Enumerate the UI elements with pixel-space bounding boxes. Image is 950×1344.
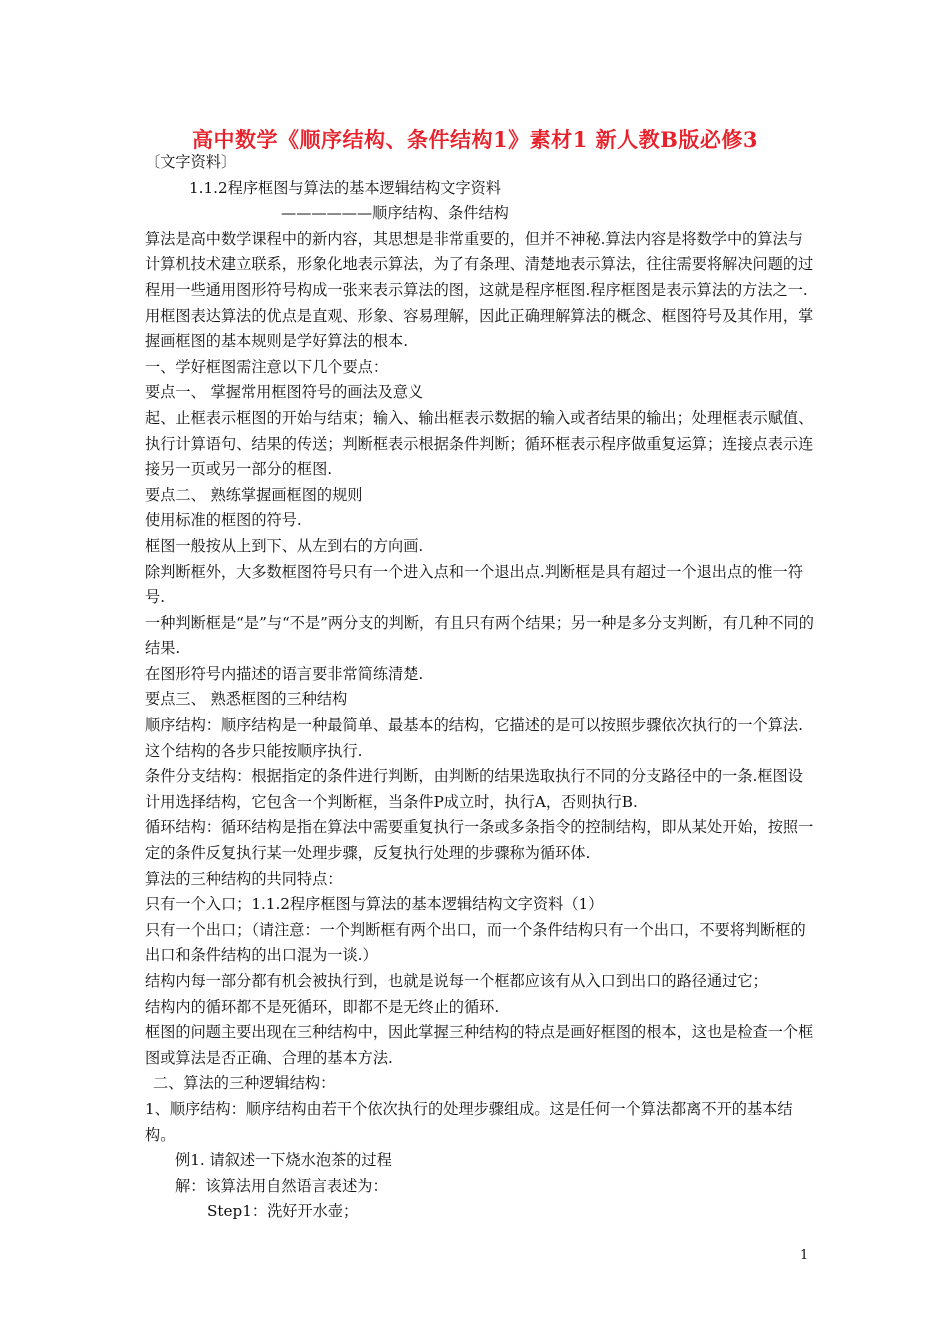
- subtitle: 1.1.2程序框图与算法的基本逻辑结构文字资料: [189, 178, 502, 197]
- page-number: 1: [800, 1248, 809, 1263]
- paragraph: 结构内的循环都不是死循环，即都不是无终止的循环.: [145, 997, 500, 1016]
- step-line: Step1：洗好开水壶；: [207, 1202, 359, 1221]
- example-heading: 例1. 请叙述一下烧水泡茶的过程: [175, 1151, 392, 1170]
- paragraph: 条件分支结构：根据指定的条件进行判断，由判断的结果选取执行不同的分支路径中的一条.框图设计用选择结构，它包含一个判断框，当条件P成立时，执行A，否则执行B.: [145, 767, 803, 811]
- key-point: 要点二、 熟练掌握画框图的规则: [145, 485, 363, 504]
- paragraph: 1、顺序结构：顺序结构由若干个依次执行的处理步骤组成。这是任何一个算法都离不开的基本结构。: [145, 1099, 793, 1144]
- paragraph: 只有一个出口；（请注意：一个判断框有两个出口，而一个条件结构只有一个出口，不要将判断框的出口和条件结构的出口混为一谈.）: [145, 920, 806, 965]
- paragraph: 一种判断框是“是”与“不是”两分支的判断，有且只有两个结果；另一种是多分支判断，有几种不同的结果.: [145, 613, 814, 658]
- paragraph: 只有一个入口；1.1.2程序框图与算法的基本逻辑结构文字资料（1）: [145, 895, 604, 914]
- key-point: 要点一、 掌握常用框图符号的画法及意义: [145, 383, 424, 402]
- paragraph: 使用标准的框图的符号.: [145, 511, 302, 530]
- paragraph: 结构内每一部分都有机会被执行到，也就是说每一个框都应该有从入口到出口的路径通过它；: [145, 972, 768, 990]
- subtitle-2: ——————顺序结构、条件结构: [281, 204, 509, 223]
- paragraph: 框图一般按从上到下、从左到右的方向画.: [145, 536, 424, 555]
- header-tag: 〔文字资料〕: [145, 153, 237, 171]
- document-body: [145, 150, 815, 1225]
- paragraph: 在图形符号内描述的语言要非常简练清楚.: [145, 664, 424, 683]
- paragraph: 循环结构：循环结构是指在算法中需要重复执行一条或多条指令的控制结构，即从某处开始，按照一定的条件反复执行某一处理步骤，反复执行处理的步骤称为循环体.: [145, 818, 814, 863]
- key-point: 要点三、 熟悉框图的三种结构: [145, 690, 348, 709]
- section-heading: 二、算法的三种逻辑结构：: [153, 1074, 336, 1093]
- paragraph: 算法是高中数学课程中的新内容，其思想是非常重要的，但并不神秘.算法内容是将数学中的算法与计算机技术建立联系，形象化地表示算法，为了有条理、清楚地表示算法，往往需要将解决问题的过程用一些通用图形符号构成一张来表示算法的图，这就是程序框图.程序框图是表示算法的方法之一. 用框图表达算法的优点是直观、形象、容易理解，因此正确理解算法的概念、框图符号及其作用，掌握画框图的基本规则是学好算法的根本.: [145, 229, 814, 351]
- section-heading: 一、学好框图需注意以下几个要点：: [145, 357, 388, 376]
- paragraph: 起、止框表示框图的开始与结束；输入、输出框表示数据的输入或者结果的输出；处理框表示赋值、执行计算语句、结果的传送；判断框表示根据条件判断；循环框表示程序做重复运算；连接点表示连接另一页或另一部分的框图.: [145, 408, 814, 479]
- solution-line: 解：该算法用自然语言表述为：: [175, 1176, 388, 1195]
- paragraph: 顺序结构：顺序结构是一种最简单、最基本的结构，它描述的是可以按照步骤依次执行的一个算法.这个结构的各步只能按顺序执行.: [145, 716, 803, 760]
- document-title: 高中数学《顺序结构、条件结构1》素材1 新人教B版必修3: [192, 127, 758, 152]
- paragraph: 框图的问题主要出现在三种结构中，因此掌握三种结构的特点是画好框图的根本，这也是检查一个框图或算法是否正确、合理的基本方法.: [145, 1023, 814, 1067]
- paragraph: 算法的三种结构的共同特点：: [145, 869, 343, 888]
- paragraph: 除判断框外，大多数框图符号只有一个进入点和一个退出点.判断框是具有超过一个退出点的惟一符号.: [145, 562, 803, 607]
